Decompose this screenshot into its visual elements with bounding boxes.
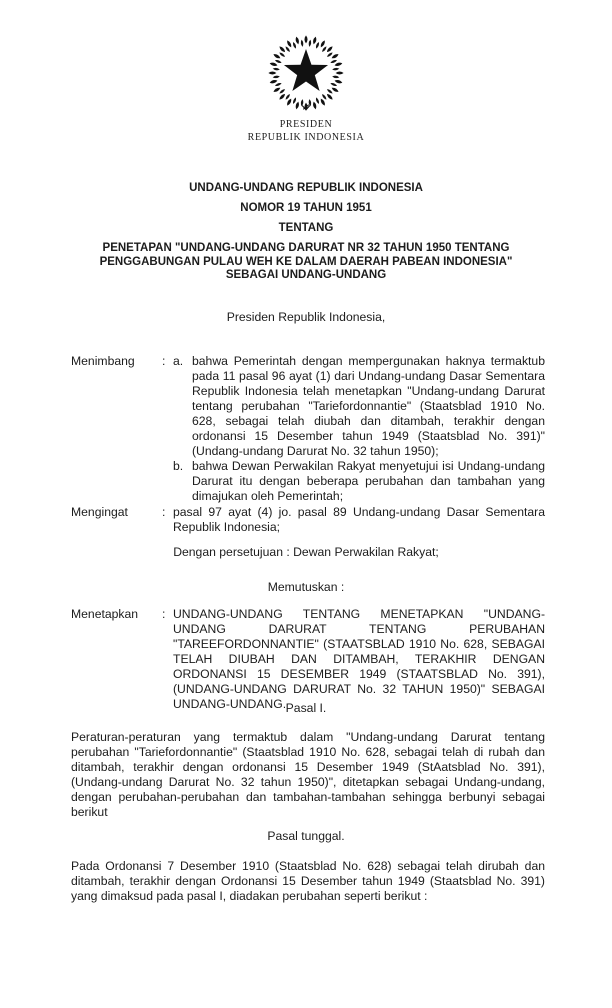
menimbang-label: Menimbang bbox=[71, 354, 135, 368]
item-text-a: bahwa Pemerintah dengan mempergunakan haknya termaktub pada 11 pasal 96 ayat (1) dari Undang-undang Dasar Sementara Republik Indonesia telah menetapkan "Undang-undang Darurat tentang perubahan "Tariefordonnantie" (Staatsblad 1910 No. 628, sebagai telah diubah dan ditambah, terakhir dengan ordonansi 15 Desember tahun 1949 (Staatsblad No. 391)" (Undang-undang Darurat No. 32 tahun 1950); bbox=[192, 354, 545, 458]
list-item bbox=[173, 459, 545, 504]
article-body: Pada Ordonansi 7 Desember 1910 (Staatsblad No. 628) sebagai telah dirubah dan ditambah, terakhir dengan Ordonansi 15 Desember tahun 1949 (Staatsblad No. 391) yang dimaksud pada pasal I, diadakan perubahan seperti berikut : bbox=[71, 859, 545, 903]
menimbang-colon: : bbox=[162, 354, 166, 368]
title-subject-line-3: SEBAGAI UNDANG-UNDANG bbox=[225, 269, 387, 281]
persetujuan-line: Dengan persetujuan : Dewan Perwakilan Rakyat; bbox=[173, 545, 439, 559]
mengingat-colon: : bbox=[162, 505, 166, 519]
mengingat-text: pasal 97 ayat (4) jo. pasal 89 Undang-undang Dasar Sementara Republik Indonesia; bbox=[173, 505, 545, 534]
mengingat-section bbox=[71, 505, 545, 535]
salutation: Presiden Republik Indonesia, bbox=[226, 310, 386, 324]
item-marker-b: b. bbox=[173, 459, 184, 473]
menetapkan-colon: : bbox=[162, 607, 166, 621]
title-line-1: UNDANG-UNDANG REPUBLIK INDONESIA bbox=[189, 182, 423, 194]
title-subject-line-2: PENGGABUNGAN PULAU WEH KE DALAM DAERAH PABEAN INDONESIA" bbox=[99, 255, 513, 268]
star-glyph bbox=[284, 49, 328, 91]
presiden-label: PRESIDEN bbox=[279, 119, 333, 130]
item-marker-a: a. bbox=[173, 354, 184, 368]
menetapkan-section bbox=[71, 607, 545, 712]
title-subject bbox=[0, 242, 612, 283]
article-heading: Pasal tunggal. bbox=[267, 829, 345, 843]
memutuskan-heading: Memutuskan : bbox=[267, 580, 345, 594]
republik-indonesia-label: REPUBLIK INDONESIA bbox=[247, 131, 365, 143]
article-body: Peraturan-peraturan yang termaktub dalam "Undang-undang Darurat tentang perubahan "Tariefordonnantie" (Staatsblad 1910 No. 628, sebagai telah di rubah dan ditambah, terakhir dengan ordonansi 15 Desember 1949 (StAatsblad No. 391), (Undang-undang Darurat No. 32 tahun 1950)", ditetapkan sebagai Undang-undang, dengan perubahan-perubahan dan tambahan-tambahan sehingga berbunyi sebagai berikut bbox=[71, 730, 545, 819]
article-heading: Pasal I. bbox=[285, 701, 327, 715]
menimbang-items bbox=[173, 354, 545, 504]
item-text-b: bahwa Dewan Perwakilan Rakyat menyetujui isi Undang-undang Darurat itu dengan beberapa perubahan dan tambahan yang dimajukan oleh Pemerintah; bbox=[192, 459, 545, 503]
presidential-seal-icon bbox=[266, 33, 346, 113]
title-subject-line-1: PENETAPAN "UNDANG-UNDANG DARURAT NR 32 TAHUN 1950 TENTANG bbox=[102, 242, 510, 254]
list-item bbox=[173, 354, 545, 459]
document-title bbox=[0, 181, 612, 283]
mengingat-label: Mengingat bbox=[71, 505, 128, 519]
title-line-3: TENTANG bbox=[278, 222, 334, 234]
menimbang-section bbox=[71, 354, 545, 504]
title-line-2: NOMOR 19 TAHUN 1951 bbox=[240, 202, 372, 214]
menetapkan-label: Menetapkan bbox=[71, 607, 139, 621]
menetapkan-text: UNDANG-UNDANG TENTANG MENETAPKAN "UNDANG- UNDANG DARURAT TENTANG PERUBAHAN "TAREEFORDONNANTIE" (STAATSBLAD 1910 No. 628, SEBAGAI TELAH DIUBAH DAN DITAMBAH, TERAKHIR DENGAN ORDONANSI 15 DESEMBER 1949 (STAATSBLAD No. 391), (UNDANG-UNDANG DARURAT No. 32 TAHUN 1950)" SEBAGAI UNDANG-UNDANG. bbox=[173, 607, 545, 711]
letterhead bbox=[0, 119, 612, 144]
